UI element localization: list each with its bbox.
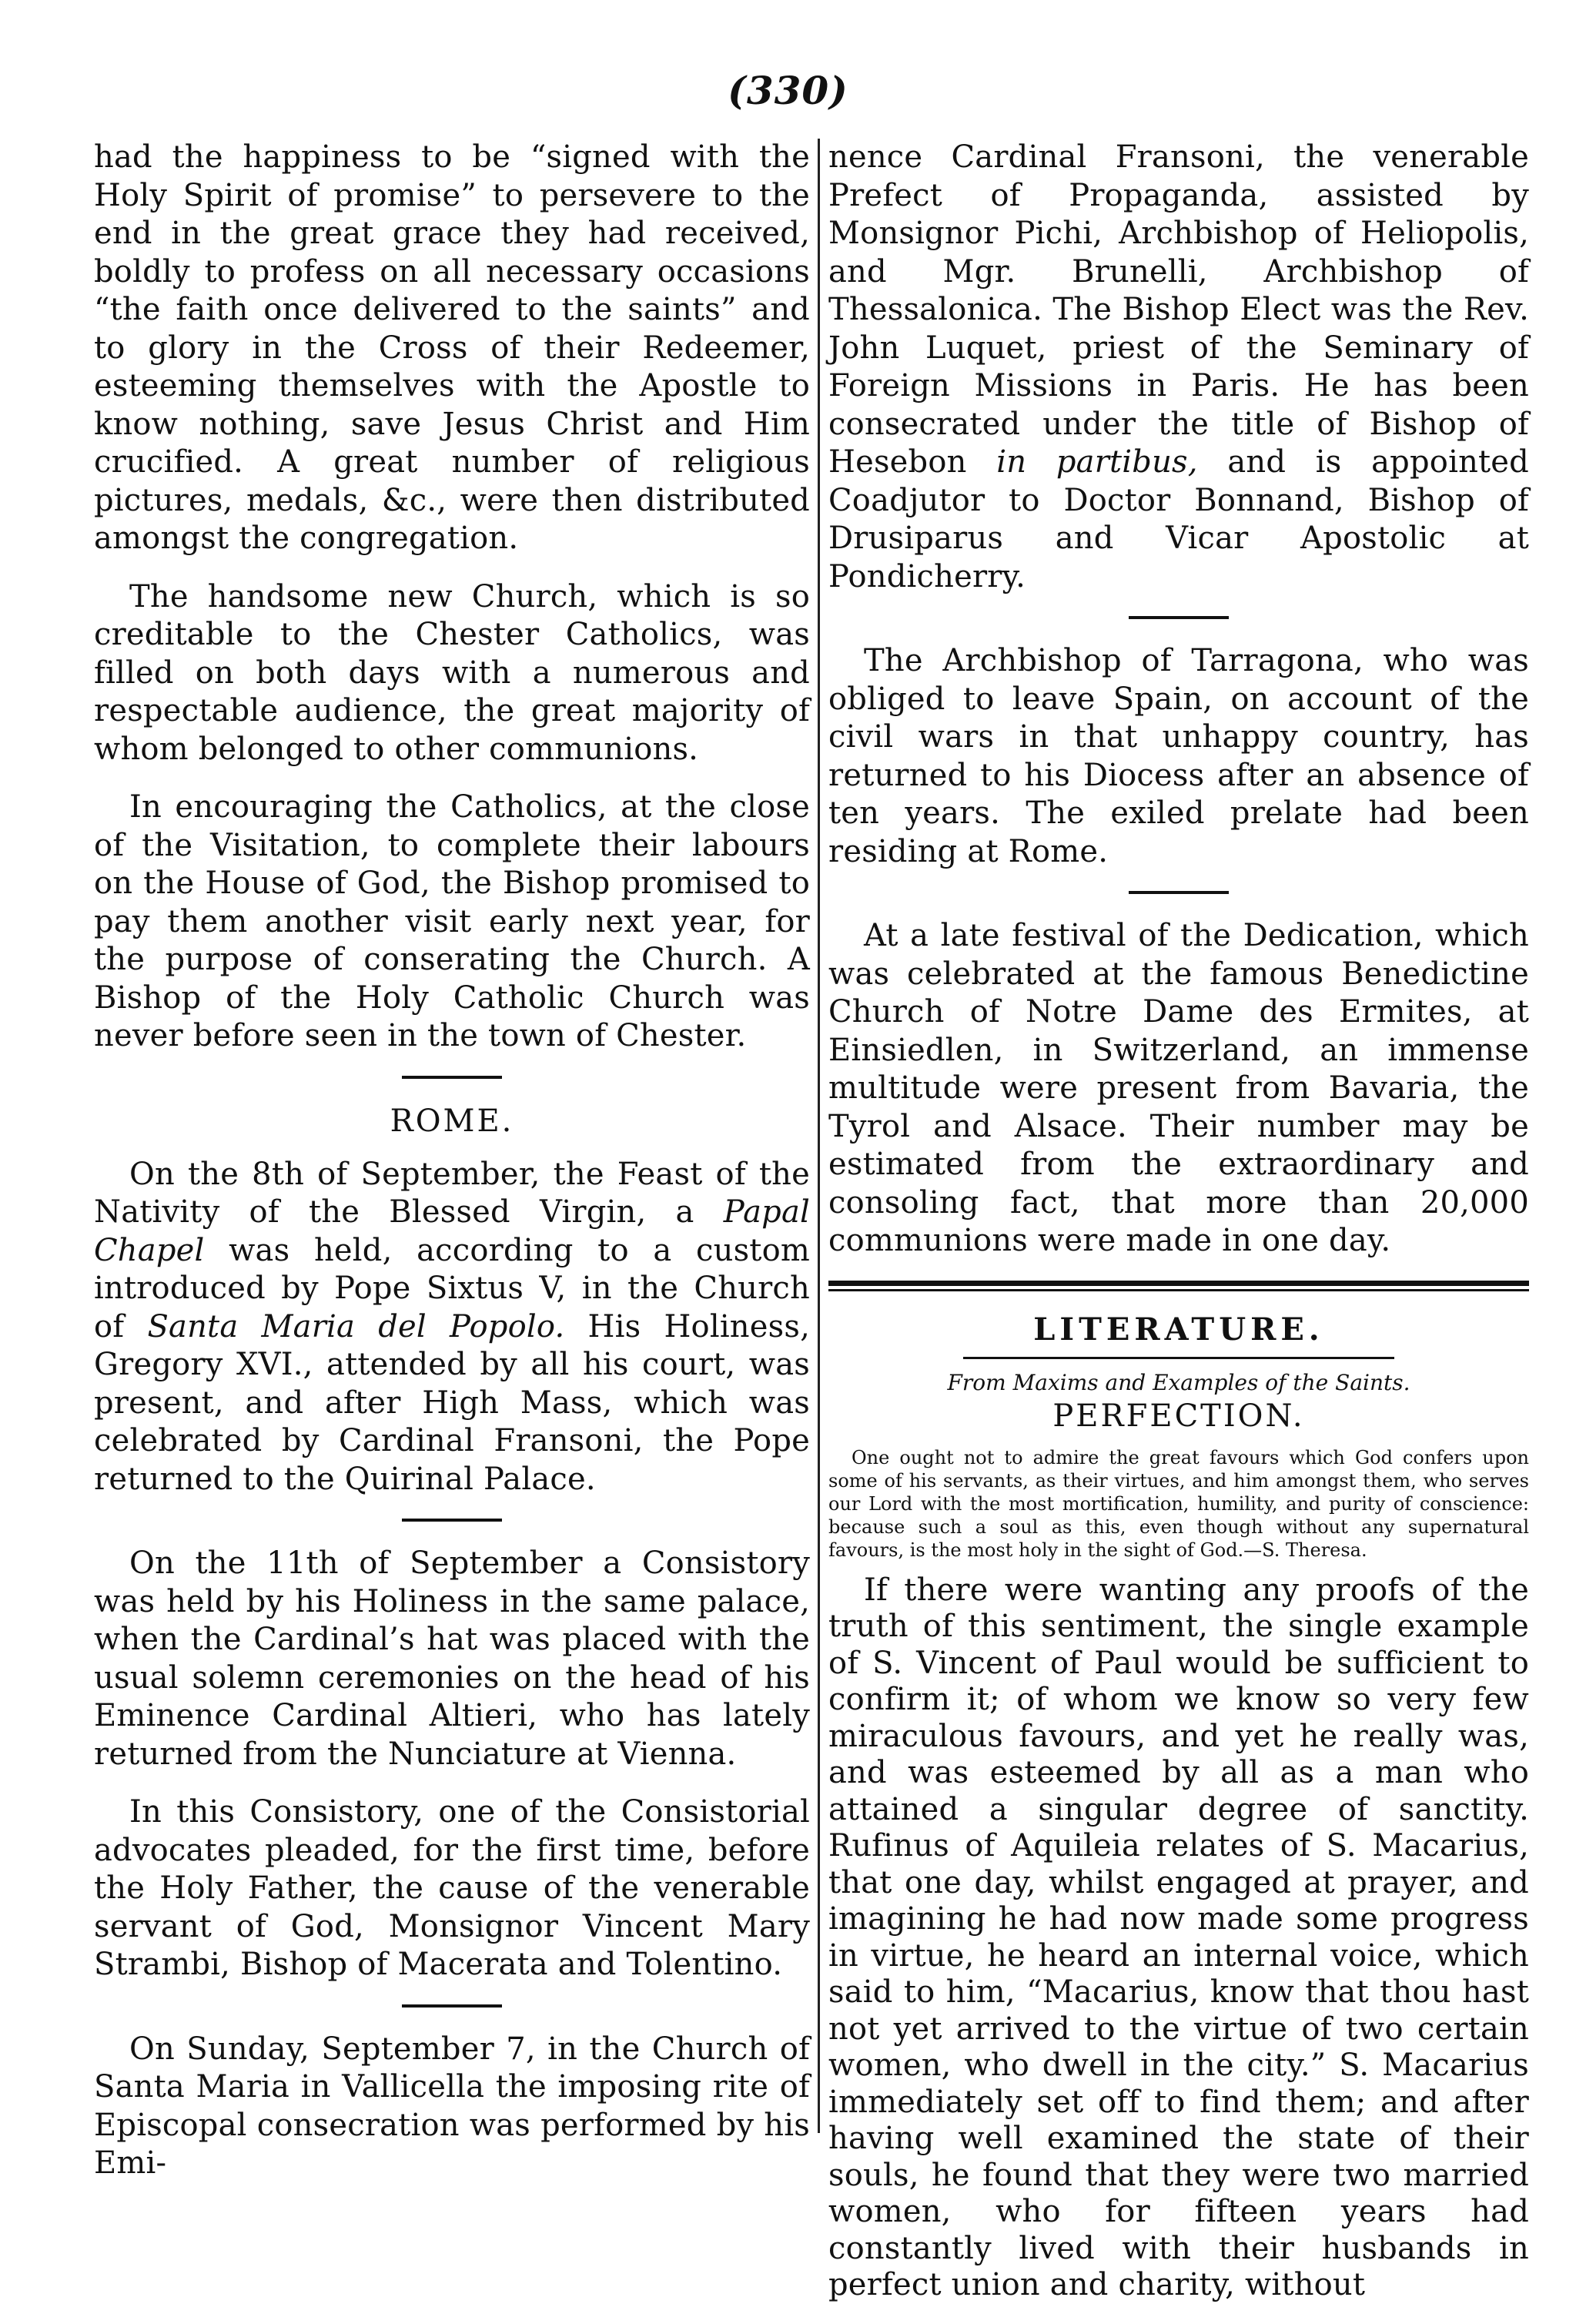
literature-rule — [963, 1357, 1394, 1359]
section-rule — [402, 1076, 502, 1079]
chester-paragraph-1: had the happiness to be “signed with the Holy Spirit of promise” to persevere to the end in the great grace they had received, boldly to profess on all necessary occasions “the faith once delivered to the saints” and to glory in the Cross of their Redeemer, esteeming themselves with the Apostle to know nothing, save Jesus Christ and Him crucified. A great number of religious pictures, medals, &c., were then distributed amongst the congregation. — [94, 139, 810, 556]
literature-paragraph: If there were wanting any proofs of the truth of this sentiment, the single example of S. Vincent of Paul would be sufficient to confirm it; of whom we know so very few miraculous favours, and yet he really was, and was esteemed by all as a man who attained a singular degree of sanctity. Rufinus of Aquileia relates of S. Macarius, that one day, whilst engaged at prayer, and imagining he had now made some progress in virtue, he heard an internal voice, which said to him, “Macarius, know that thou hast not yet arrived to the virtue of two certain women, who dwell in the city.” S. Macarius immediately set off to find them; and after having well examined the state of their souls, he found that they were two married women, who for fifteen years had constantly lived with their husbands in perfect union and charity, without — [828, 1572, 1529, 2302]
double-rule — [828, 1281, 1529, 1291]
column-divider — [818, 139, 820, 2133]
tarragona-paragraph: The Archbishop of Tarragona, who was obliged to leave Spain, on account of the civil wars in that unhappy country, has returned to his Diocess after an absence of ten years. The exiled prelate had been residing at Rome. — [828, 643, 1529, 869]
einsiedlen-paragraph: At a late festival of the Dedication, which was celebrated at the famous Benedictine Church of Notre Dame des Ermites, at Einsiedlen, in Switzerland, an immense multitude were present from Bavaria, the Tyrol and Alsace. Their number may be estimated from the extraordinary and consoling fact, that more than 20,000 communions were made in one day. — [828, 918, 1529, 1258]
section-rule — [402, 2004, 502, 2008]
rome-paragraph-4: On Sunday, September 7, in the Church of Santa Maria in Vallicella the imposing rite of Episcopal consecration was performed by his Emi- — [94, 2031, 810, 2181]
rome-paragraph-1: On the 8th of September, the Feast of the Nativity of the Blessed Virgin, a Papal Chapel was held, according to a custom introduced by Pope Sixtus V, in the Church of Santa Maria del Popolo. His Holiness, Gregory XVI., attended by all his court, was present, and after High Mass, which was celebrated by Cardinal Fransoni, the Pope returned to the Quirinal Palace. — [94, 1156, 811, 1497]
consecration-paragraph: nence Cardinal Fransoni, the venerable Prefect of Propaganda, assisted by Monsignor Pichi, Archbishop of Heliopolis, and Mgr. Brunelli, Archbishop of Thessalonica. The Bishop Elect was the Rev. John Luquet, priest of the Seminary of Foreign Missions in Paris. He has been consecrated under the title of Bishop of Hesebon in partibus, and is appointed Coadjutor to Doctor Bonnand, Bishop of Drusiparus and Vicar Apostolic at Pondicherry. — [828, 139, 1529, 594]
chester-paragraph-3: In encouraging the Catholics, at the close of the Visitation, to complete their labours on the House of God, the Bishop promised to pay them another visit early next year, for the purpose of conserating the Church. A Bishop of the Holy Catholic Church was never before seen in the town of Chester. — [94, 789, 810, 1053]
rome-paragraph-3: In this Consistory, one of the Consistorial advocates pleaded, for the first time, before the Holy Father, the cause of the venerable servant of God, Monsignor Vincent Mary Strambi, Bishop of Macerata and Tolentino. — [94, 1794, 810, 1982]
perfection-heading: PERFECTION. — [1052, 1398, 1305, 1434]
rome-heading: ROME. — [390, 1103, 514, 1139]
right-column — [828, 139, 1529, 2324]
maxim-quote: One ought not to admire the great favours which God confers upon some of his servants, as their virtues, and him amongst them, who serves our Lord with the most mortification, humility, and purity of conscience: because such a soul as this, even though without any supernatural favours, is the most holy in the sight of God.—S. Theresa. — [828, 1446, 1529, 1561]
source-line: From Maxims and Examples of the Saints. — [947, 1369, 1410, 1395]
rome-paragraph-2: On the 11th of September a Consistory was held by his Holiness in the same palace, when the Cardinal’s hat was placed with the usual solemn ceremonies on the head of his Eminence Cardinal Altieri, who has lately returned from the Nunciature at Vienna. — [94, 1545, 810, 1772]
section-rule — [402, 1519, 502, 1522]
literature-heading: LITERATURE. — [1033, 1311, 1324, 1348]
chester-paragraph-2: The handsome new Church, which is so creditable to the Chester Catholics, was filled on both days with a numerous and respectable audience, the great majority of whom belonged to other communions. — [94, 578, 810, 767]
page-number: (330) — [728, 68, 848, 113]
section-rule — [1129, 891, 1229, 894]
section-rule — [1129, 616, 1229, 619]
left-column — [94, 139, 810, 2203]
